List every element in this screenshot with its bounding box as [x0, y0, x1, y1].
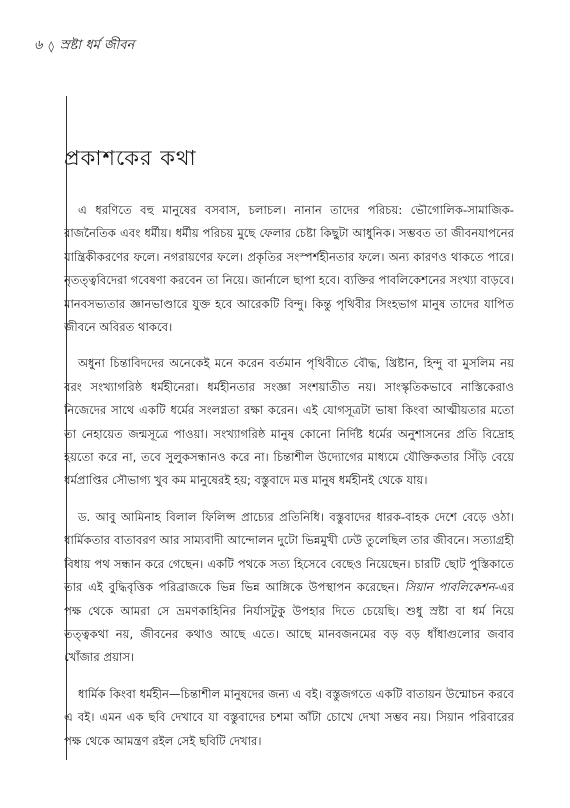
- paragraph-1: এ ধরণিতে বহু মানুষের বসবাস, চলাচল। নানান তাদের পরিচয়: ভৌগোলিক-সামাজিক-রাজনৈতিক এবং ধর্মীয়। ধর্মীয় পরিচয় মুছে ফেলার চেষ্টা কিছুটা আধুনিক। সম্ভবত তা জীবনযাপনের যান্ত্রিকীকরণের ফলে। নগরায়ণের ফলে। প্রকৃতির সংস্পর্শহীনতার ফলে। অন্য কারণও থাকতে পারে। নৃতত্ত্ববিদেরা গবেষণা করবেন তা নিয়ে। জার্নালে ছাপা হবে। ব্যক্তির পাবলিকেশনের সংখ্যা বাড়বে। মানবসভ্যতার জ্ঞানভাণ্ডারে যুক্ত হবে আরেকটি বিন্দু। কিন্তু পৃথিবীর সিংহভাগ মানুষ তাদের যাপিত জীবনে অবিরত থাকবে।: [64, 203, 514, 335]
- section-title: প্রকাশকের কথা: [64, 146, 197, 170]
- paragraph-4: ধার্মিক কিংবা ধর্মহীন—চিন্তাশীল মানুষদের জন্য এ বই। বস্তুজগতে একটি বাতায়ন উন্মোচন করবে এ বই। এমন এক ছবি দেখাবে যা বস্তুবাদের চশমা আঁটা চোখে দেখা সম্ভব নয়। সিয়ান পরিবারের পক্ষ থেকে আমন্ত্রণ রইল সেই ছবিটি দেখার।: [64, 686, 514, 748]
- paragraph-3-part-1: ড. আবু আমিনাহ বিলাল ফিলিপ্স প্রাচ্যের প্রতিনিধি। বস্তুবাদের ধারক-বাহক দেশে বেড়ে ওঠা। ধার্মিকতার বাতাবরণ আর সাম্যবাদী আন্দোলন দুটো ভিন্নমুখী ঢেউ তুলেছিল তার জীবনে। সত্যাগ্রহী বিধায় পথ সন্ধান করে গেছেন। একটি পথকে সত্য হিসেবে বেছেও নিয়েছেন। চারটি ছোট পুস্তিকাতে তার এই বুদ্ধিবৃত্তিক পরিব্রাজকে ভিন্ন ভিন্ন আঙ্গিকে উপস্থাপন করেছেন।: [64, 509, 514, 595]
- diamond-ornament-icon: ◊: [48, 40, 54, 53]
- running-title: স্রষ্টা ধর্ম জীবন: [59, 38, 135, 53]
- paragraph-2: অধুনা চিন্তাবিদদের অনেকেই মনে করেন বর্তমান পৃথিবীতে বৌদ্ধ, খ্রিষ্টান, হিন্দু বা মুসলিম নয় বরং সংখ্যাগরিষ্ঠ ধর্মহীনেরা। ধর্মহীনতার সংজ্ঞা সংশয়াতীত নয়। সাংস্কৃতিকভাবে নাস্তিকেরাও নিজেদের সাথে একটি ধর্মের সংলগ্নতা রক্ষা করেন। এই যোগসূত্রটা ভাষা কিংবা আত্মীয়তার মতো তা নেহায়েত জন্মসূত্রে পাওয়া। সংখ্যাগরিষ্ঠ মানুষ কোনো নির্দিষ্ট ধর্মের অনুশাসনের প্রতি বিদ্রোহ হয়তো করে না, তবে সুলুকসন্ধানও করে না। চিন্তাশীল উদ্যোগের মাধ্যমে যৌক্তিকতার সিঁড়ি বেয়ে ধর্মপ্রাপ্তির সৌভাগ্য খুব কম মানুষেরই হয়; বস্তুবাদে মত্ত মানুষ ধর্মহীনই থেকে যায়।: [64, 356, 514, 488]
- page-header: [34, 36, 134, 57]
- publisher-name: সিয়ান পাবলিকেশন: [404, 580, 495, 595]
- page-content: [64, 142, 514, 766]
- paragraph-3-part-2: -এর পক্ষ থেকে আমরা সে ভ্রমণকাহিনির নির্যাসটুকু উপহার দিতে চেয়েছি। শুধু স্রষ্টা বা ধর্ম নিয়ে তত্ত্বকথা নয়, জীবনের কথাও আছে এতে। আছে মানবজনমের বড় বড় ধাঁধাগুলোর জবাব খোঁজার প্রয়াস।: [64, 580, 514, 665]
- page-number: ৬: [34, 38, 43, 53]
- paragraph-3: [64, 506, 514, 670]
